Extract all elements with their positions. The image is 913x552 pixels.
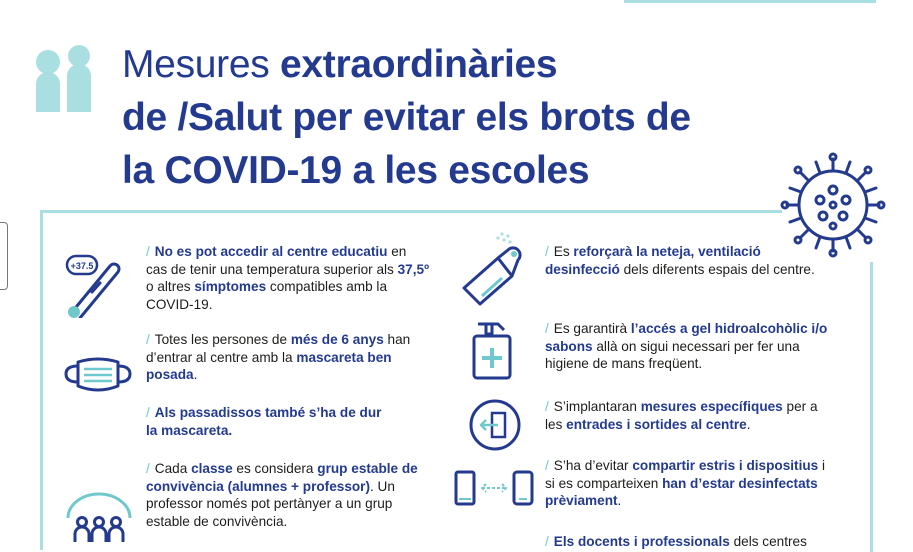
thermometer-label: +37.5 — [70, 261, 94, 271]
face-mask-icon — [62, 354, 134, 396]
left-item-groups: / Cada classe es considera grup estable de convivència (alumnes + professor). Un professor només pot pertànyer a un grup estable de convivència. — [146, 461, 418, 529]
frame-right-border — [870, 262, 873, 552]
people-logo-icon — [35, 44, 97, 114]
top-rule — [624, 0, 876, 3]
hand-sanitizer-icon — [466, 320, 522, 380]
entrance-exit-icon — [468, 398, 522, 452]
left-item-mask: / Totes les persones de més de 6 anys han d’entrar al centre amb la mascareta ben posada. — [146, 332, 411, 382]
frame-left-border — [40, 210, 43, 550]
group-of-people-icon — [64, 490, 134, 545]
spray-bottle-icon — [458, 230, 530, 308]
left-item-temperature: / No es pot accedir al centre educatiu en cas de tenir una temperatura superior als 37,5º o altres símptomes compatibles amb la COVID-19. — [146, 244, 430, 312]
right-item-teachers: / Els docents i professionals dels centres — [545, 534, 807, 549]
right-item-entrances: / S’implantaran mesures específiques per a les entrades i sortides al centre. — [545, 399, 818, 432]
frame-top-border — [40, 210, 782, 213]
title-line-2: de /Salut per evitar els brots de — [122, 96, 691, 139]
title-light: Mesures — [122, 43, 280, 86]
right-item-sanitizer: / Es garantirà l’accés a gel hidroalcohòlic i/o sabons allà on sigui necessari per fer una higiene de mans freqüent. — [545, 321, 828, 371]
title-bold: extraordinàries — [279, 43, 558, 86]
thermometer-icon — [62, 246, 128, 318]
title-line-3: la COVID-19 a les escoles — [122, 149, 590, 192]
side-tab-handle[interactable] — [0, 222, 8, 290]
shared-devices-icon — [454, 468, 536, 508]
page-title — [122, 38, 691, 197]
left-item-hallways: / Als passadissos també s’ha de dur la mascareta. — [146, 405, 382, 438]
right-item-devices: / S’ha d’evitar compartir estris i dispositius i si es comparteixen han d’estar desinfectats prèviament. — [545, 458, 826, 508]
right-item-cleaning: / Es reforçarà la neteja, ventilació desinfecció dels diferents espais del centre. — [545, 244, 815, 277]
